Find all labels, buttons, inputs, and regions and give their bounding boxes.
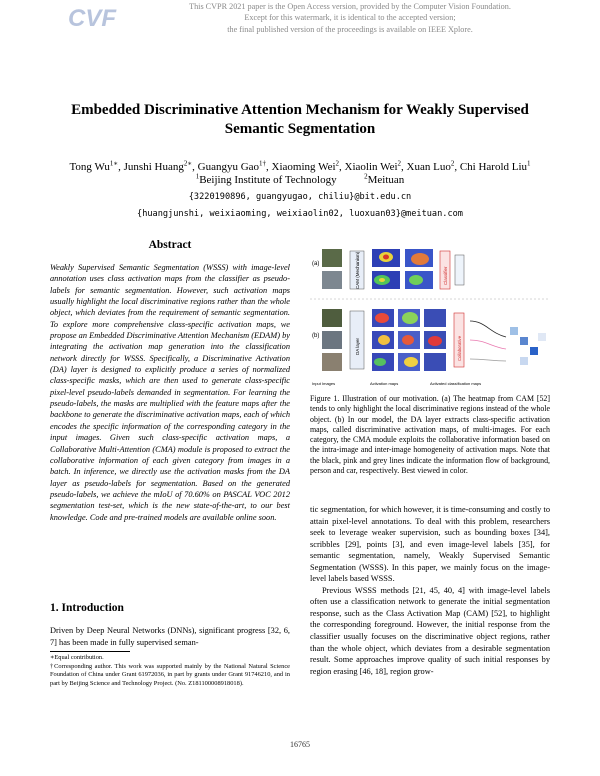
- activation-blob: [428, 336, 442, 346]
- email-line: {3220190896, guangyugao, chiliu}@bit.edu.cn: [188, 192, 412, 202]
- figure-label-a: (a): [312, 261, 320, 267]
- svg-text:CVF: CVF: [68, 5, 116, 32]
- footnote: ∗Equal contribution.: [50, 654, 104, 661]
- activation-blob: [378, 335, 390, 345]
- author: Guangyu Gao$^{1\dagger}$: [197, 159, 267, 173]
- author: Junshi Huang$^{2∗}$: [123, 159, 193, 173]
- footnote: †Corresponding author. This work was supported mainly by the National Natural Science Foundation of China under Grant 61972036, in part by grants under Grant 91746210, and in part by Beijing Science and Technology Project. (No. Z181100008918018).: [50, 662, 290, 687]
- class-map: [530, 347, 538, 355]
- author-list: Tong $Wu^{1∗}$, Junshi Huang$^{2∗}$, Guangyu Gao$^{1\dagger}$, Xiaoming Wei$^2$, Xiaolin Wei$^2$, Xuan Luo$^2$, Chi Harold Liu$^1$: [69, 159, 531, 173]
- affiliation: $^2$Meituan: [364, 172, 405, 186]
- class-map: [520, 337, 528, 345]
- author: Tong $Wu^{1∗}$: [69, 159, 119, 173]
- activation-blob: [374, 358, 386, 366]
- cam-label: CAM (Mechanism): [355, 251, 360, 289]
- activation-map: [424, 353, 446, 371]
- affiliations: [30, 174, 570, 187]
- class-map: [520, 357, 528, 365]
- section-heading-introduction: 1. Introduction: [50, 602, 124, 614]
- figure-bottom-label: Activated classification maps: [430, 381, 482, 386]
- flow-line-person: [470, 340, 506, 349]
- cma-label: Collaborative: [457, 335, 462, 361]
- da-label: DA layer: [355, 337, 360, 355]
- intro-paragraph: Driven by Deep Neural Networks (DNNs), significant progress [32, 6, 7] has been made in fully supervised seman-: [50, 626, 290, 647]
- input-image: [322, 309, 342, 327]
- output-block: [455, 255, 464, 285]
- author: Xuan Luo$^2$: [406, 159, 455, 173]
- watermark-text: [120, 1, 580, 35]
- page-number: 16765: [290, 740, 310, 749]
- body-paragraph: Previous WSSS methods [21, 45, 40, 4] with image-level labels often use a classification network to generate the initial segmentation response, such as the Class Activation Map (CAM) [52], to highlight the corresponding foreground. However, the initial response from the classifier usually focuses on the discriminative object regions, rather than the whole object, which deviates from a desirable segmentation result. Some approaches improve quality of such initial responses by region erasing [46, 18], region grow-: [310, 585, 550, 676]
- figure-label-b: (b): [312, 333, 320, 339]
- heatmap-core: [383, 255, 389, 260]
- abstract-heading: Abstract: [148, 239, 192, 251]
- activation-blob: [402, 335, 414, 345]
- watermark: [0, 0, 600, 36]
- figure-caption: Figure 1. Illustration of our motivation. (a) The heatmap from CAM [52] tends to only highlight the local discriminative regions instead of the whole object. (b) In our model, the DA layer extracts class-specific activation maps, called discriminative activation maps, of multi-images. For each category, the CMA module exploits the collaborative information based on the intra-image and inter-image homogeneity of activation maps. Note that the black, pink and grey lines indicate the information flow of background, person and car, respectively. Best viewed in color.: [310, 394, 550, 476]
- author: Xiaolin Wei$^2$: [344, 159, 402, 173]
- activation-blob: [404, 357, 418, 367]
- input-image: [322, 331, 342, 349]
- figure-bottom-label: Activation maps: [370, 381, 399, 386]
- email-list: [30, 189, 570, 223]
- input-image: [322, 353, 342, 371]
- figure-1: [310, 237, 550, 392]
- input-image: [322, 271, 342, 289]
- watermark-line: the final published version of the proceedings is available on IEEE Xplore.: [227, 24, 473, 34]
- flow-line-car: [470, 359, 506, 361]
- heatmap-core: [379, 278, 385, 282]
- classifier-label: Classifier: [443, 266, 448, 285]
- footnote-rule: [50, 651, 130, 652]
- email-line: {huangjunshi, weixiaoming, weixiaolin02, luoxuan03}@meituan.com: [137, 209, 463, 219]
- activation-map: [424, 309, 446, 327]
- class-map: [510, 327, 518, 335]
- input-image: [322, 249, 342, 267]
- watermark-line: Except for this watermark, it is identical to the accepted version;: [244, 13, 456, 23]
- author: Chi Harold Liu$^1$: [459, 159, 531, 173]
- flow-line-background: [470, 321, 506, 337]
- intro-column-2: [310, 504, 550, 677]
- cvf-logo: [67, 3, 116, 32]
- paper-title: Embedded Discriminative Attention Mechanism for Weakly Supervised Semantic Segmentation: [71, 102, 529, 137]
- activation-blob: [375, 313, 389, 323]
- footnotes: [50, 654, 290, 688]
- watermark-line: This CVPR 2021 paper is the Open Access version, provided by the Computer Vision Foundation.: [189, 2, 511, 11]
- author: Xiaoming Wei$^2$: [271, 159, 340, 173]
- heatmap-hotspot: [411, 253, 429, 265]
- affiliation: $^1$Beijing Institute of Technology: [195, 172, 337, 186]
- body-paragraph: tic segmentation, for which however, it is time-consuming and costly to attain pixel-level annotations. To deal with this problem, researchers seek to leverage weaker supervision, such as bounding boxes [34], scribbles [29], points [3], and even image-level labels [35], for semantic segmentation, namely, Weakly Supervised Semantic Segmentation (WSSS). In this paper, we mainly focus on the image-level labels based WSSS.: [310, 505, 550, 584]
- activation-blob: [402, 312, 418, 324]
- figure-bottom-label: Input Images: [312, 381, 336, 386]
- class-map: [538, 333, 546, 341]
- heatmap-hotspot: [409, 275, 423, 285]
- abstract-text: Weakly Supervised Semantic Segmentation (WSSS) with image-level annotation uses class activation maps from the classifier as pseudo-labels for semantic segmentation. However, such activation maps usually highlight the local discriminative regions rather than the whole object, which deviates from the requirement of semantic segmentation. To explore more comprehensive class-specific activation maps, we propose an Embedded Discriminative Attention Mechanism (EDAM) by integrating the activation map generation into the classification network directly for WSSS. Specifically, a Discriminative Activation (DA) layer is designed to explicitly produce a series of normalized class-specific masks, which are then used to generate class-specific pixel-level pseudo-labels demanded in segmentation. For learning the pseudo-labels, the masks are multiplied with the feature maps after the backbone to generate the discriminative activation maps, each of which encodes the specific information of the corresponding category in the input images. Given such class-specific activation maps, a Collaborative Multi-Attention (CMA) module is proposed to extract the collaborative information of each given category from images in a batch. In inference, we directly use the activation masks from the DA layer as pseudo-labels for segmentation. Based on the generated pseudo-labels, we achieve the mIoU of 70.60% on PASCAL VOC 2012 segmentation test-set, which is the new state-of-the-art, to our best knowledge. Code and pre-trained models are available online soon.: [50, 263, 290, 522]
